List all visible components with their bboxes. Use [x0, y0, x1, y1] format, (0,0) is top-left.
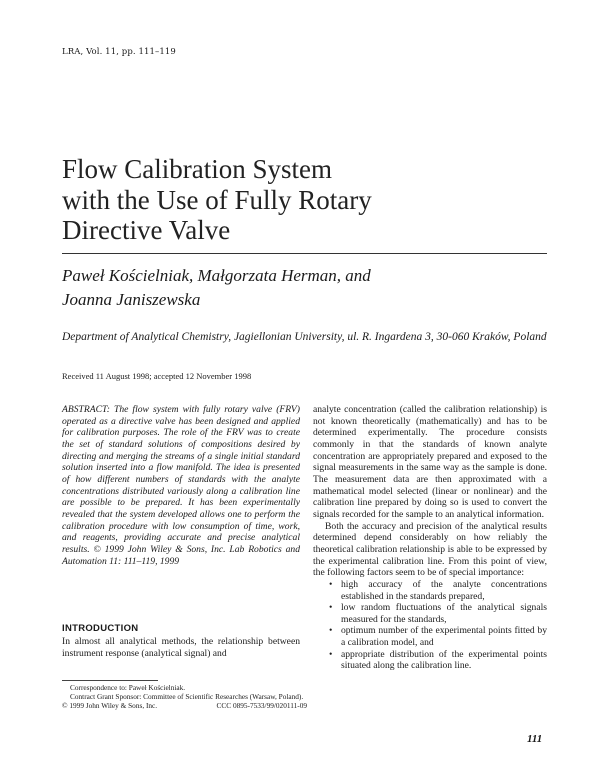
list-item-text: optimum number of the experimental points fitted by a calibration model, and [341, 625, 547, 649]
list-item [313, 579, 547, 602]
list-item-text: high accuracy of the analyte concentrations established in the standards prepared, [341, 578, 547, 602]
title-divider [62, 253, 547, 254]
list-item [313, 602, 547, 625]
title-line: with the Use of Fully Rotary [62, 184, 372, 215]
page-number: 111 [527, 733, 543, 745]
footnotes [62, 684, 307, 710]
title-line: Flow Calibration System [62, 154, 332, 184]
right-column-text [313, 404, 547, 672]
body-paragraph: analyte concentration (called the calibration relationship) is not known theoretically (mathematically) and has to be determined experimentally. The procedure consists commonly in that the standards of known analyte concentration are appropriately prepared and exposed to the signal measurements in the same way as the sample is done. The measurement data are then approximated with a mathematical model selected (linear or nonlinear) and the calibration line prepared by doing so is used to convert the signals recorded for the sample to an analytical information. [313, 404, 547, 520]
title-line: Directive Valve [62, 215, 231, 245]
bullet-icon: • [329, 602, 333, 614]
affiliation: Department of Analytical Chemistry, Jagiellonian University, ul. R. Ingardena 3, 30-060 Kraków, Poland [62, 331, 547, 343]
section-heading-introduction: INTRODUCTION [62, 623, 139, 634]
list-item-text: appropriate distribution of the experimental points situated along the calibration line. [341, 648, 547, 672]
authors-line: Joanna Janiszewska [62, 290, 201, 309]
bullet-icon: • [329, 578, 333, 590]
list-item [313, 625, 547, 648]
copyright-text: © 1999 John Wiley & Sons, Inc. [62, 700, 158, 710]
list-item [313, 649, 547, 672]
footnote-divider [62, 680, 158, 681]
factor-list [313, 579, 547, 672]
abstract: ABSTRACT: The flow system with fully rotary valve (FRV) operated as a directive valve has been designed and applied for calibration purposes. The role of the FRV was to create the set of standard solutions of compositions desired by directing and merging the streams of a single initial standard solution inserted into a flow manifold. The idea is presented of how different numbers of standards with the analyte concentrations distributed variously along a calibration line are possible to be prepared. It has been experimentally revealed that the system developed allows one to perform the calibration procedure with low consumption of time, work, and reagents, providing accurate and precise analytical results. © 1999 John Wiley & Sons, Inc. Lab Robotics and Automation 11: 111–119, 1999 [62, 404, 300, 567]
footnote-grant: Contract Grant Sponsor: Committee of Scientific Researches (Warsaw, Poland). [70, 691, 304, 701]
running-head: LRA, Vol. 11, pp. 111–119 [62, 47, 176, 57]
footnote-copyright [62, 702, 307, 711]
article-title [62, 154, 542, 246]
body-paragraph: Both the accuracy and precision of the analytical results determined depend considerably on how reliably the theoretical calibration relationship is able to be expressed by the experimental calibration line. From this point of view, the following factors seem to be of special importance: [313, 520, 547, 579]
bullet-icon: • [329, 625, 333, 637]
authors [62, 264, 542, 312]
received-dates: Received 11 August 1998; accepted 12 November 1998 [62, 371, 252, 381]
introduction-text: In almost all analytical methods, the relationship between instrument response (analytical signal) and [62, 636, 300, 659]
list-item-text: low random fluctuations of the analytical signals measured for the standards, [341, 602, 547, 625]
footnote-correspondence: Correspondence to: Paweł Kościelniak. [70, 683, 186, 692]
authors-line: Paweł Kościelniak, Małgorzata Herman, and [62, 266, 371, 285]
bullet-icon: • [329, 648, 333, 660]
ccc-code: CCC 0895-7533/99/020111-09 [216, 700, 307, 710]
